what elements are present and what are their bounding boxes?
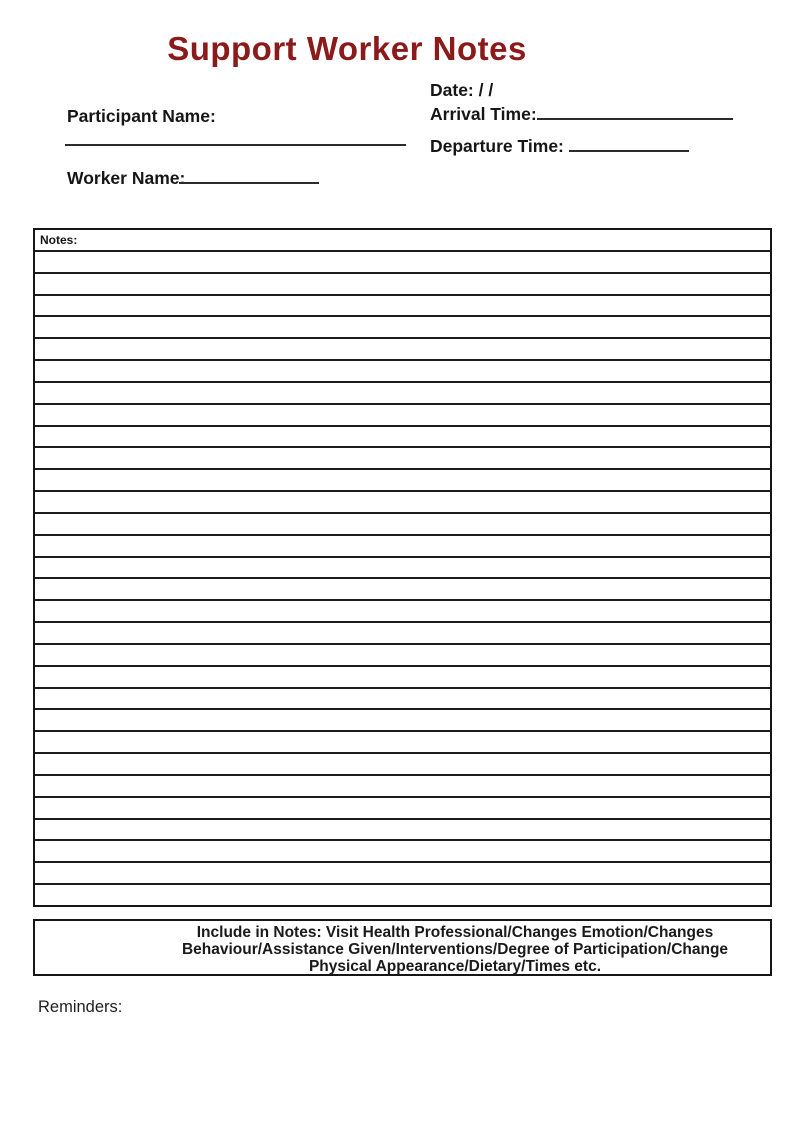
note-line[interactable] [35, 294, 770, 316]
note-line[interactable] [35, 468, 770, 490]
note-line[interactable] [35, 337, 770, 359]
note-line[interactable] [35, 512, 770, 534]
note-line[interactable] [35, 621, 770, 643]
note-line[interactable] [35, 534, 770, 556]
note-line[interactable] [35, 665, 770, 687]
page-title: Support Worker Notes [167, 30, 527, 67]
note-line[interactable] [35, 861, 770, 883]
participant-name-label: Participant Name: [67, 106, 216, 126]
include-in-notes-text [35, 924, 794, 975]
departure-time-label: Departure Time: [430, 136, 569, 156]
include-line-3: Physical Appearance/Dietary/Times etc. [308, 958, 602, 975]
date-label: Date: / / [430, 80, 494, 100]
note-line[interactable] [35, 381, 770, 403]
note-line[interactable] [35, 796, 770, 818]
arrival-time-blank[interactable] [537, 102, 733, 120]
note-line[interactable] [35, 556, 770, 578]
note-line[interactable] [35, 599, 770, 621]
note-line[interactable] [35, 315, 770, 337]
note-line[interactable] [35, 774, 770, 796]
note-line[interactable] [35, 490, 770, 512]
note-line[interactable] [35, 577, 770, 599]
note-line[interactable] [35, 687, 770, 709]
note-line[interactable] [35, 425, 770, 447]
include-line-1: Include in Notes: Visit Health Professional/Changes Emotion/Changes [196, 924, 714, 941]
include-line-2: Behaviour/Assistance Given/Interventions/Degree of Participation/Change [181, 941, 729, 958]
note-line[interactable] [35, 359, 770, 381]
note-line[interactable] [35, 730, 770, 752]
note-line[interactable] [35, 446, 770, 468]
note-line[interactable] [35, 708, 770, 730]
reminders-label: Reminders: [38, 998, 123, 1016]
participant-name-blank[interactable] [65, 144, 406, 146]
note-line[interactable] [35, 818, 770, 840]
worker-name-blank[interactable] [179, 166, 319, 184]
departure-time-blank[interactable] [569, 134, 689, 152]
note-line[interactable] [35, 839, 770, 861]
note-line[interactable] [35, 752, 770, 774]
notes-table [33, 228, 772, 907]
arrival-time-label: Arrival Time: [430, 104, 537, 124]
include-in-notes-box [33, 919, 772, 976]
note-line[interactable] [35, 272, 770, 294]
note-line[interactable] [35, 250, 770, 272]
notes-header-label: Notes: [40, 233, 78, 247]
note-line[interactable] [35, 643, 770, 665]
note-line[interactable] [35, 403, 770, 425]
worker-name-label: Worker Name: [67, 168, 186, 188]
note-line[interactable] [35, 883, 770, 905]
